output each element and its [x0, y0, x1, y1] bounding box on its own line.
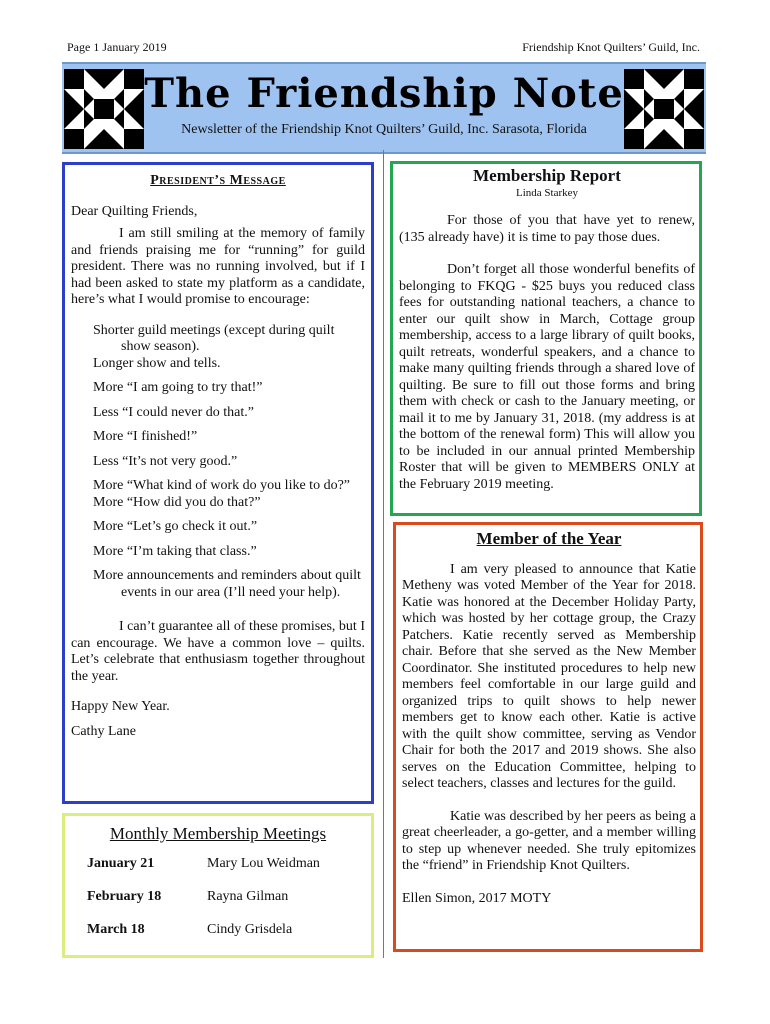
membership-report-title: Membership Report	[473, 166, 621, 185]
list-item: More “I’m taking that class.”	[93, 543, 257, 559]
monthly-meetings	[62, 813, 374, 958]
list-item: Less “I could never do that.”	[93, 404, 254, 420]
report-paragraph-1: For those of you that have yet to renew, (135 already have) it is time to pay those dues.	[399, 213, 695, 245]
list-item: More announcements and reminders about quilt events in our area (I’ll need your help).	[93, 568, 361, 600]
promise-list	[93, 323, 365, 602]
newsletter-banner	[62, 62, 706, 154]
newsletter-subtitle: Newsletter of the Friendship Knot Quilters’ Guild, Inc. Sarasota, Florida	[181, 122, 587, 137]
intro-paragraph: I am still smiling at the memory of family and friends praising me for “running” for guild president. There was no running involved, but if I had been asked to state my platform as a candidate, here’s what I would promise to encourage:	[71, 226, 365, 307]
meeting-date: March 18	[87, 922, 145, 937]
table-row	[77, 922, 359, 938]
moty-paragraph-2: Katie was described by her peers as being a great cheerleader, a go-getter, and a member willing to step up whenever needed. She truly epitomizes the “friend” in Friendship Knot Quilters.	[402, 808, 696, 873]
list-item: More “What kind of work do you like to do?”	[93, 478, 350, 493]
org-label: Friendship Knot Quilters’ Guild, Inc.	[522, 40, 700, 54]
greeting: Dear Quilting Friends,	[71, 203, 198, 219]
member-of-the-year	[393, 522, 703, 952]
list-item: More “I finished!”	[93, 429, 198, 444]
table-row	[77, 856, 359, 872]
list-item: More “Let’s go check it out.”	[93, 519, 258, 534]
report-paragraph-2: Don’t forget all those wonderful benefits of belonging to FKQG - $25 buys you reduced class fees for outstanding national teachers, a chance to enter our quilt show in March, Cottage group membership, access to a large library of quilt books, quilt retreats, wonderful speakers, and a chance to make many quilting friends through a shared love of quilting. Be sure to fill out those forms and bring them with check or cash to the January meeting, or mail it to me by January 31, 2018. (my address is at the bottom of the renewal form) This will allow you to be included in our annual printed Membership Roster that will be given to MEMBERS ONLY at the February 2019 meeting.	[399, 262, 695, 492]
column-divider	[383, 150, 384, 958]
meetings-title: Monthly Membership Meetings	[109, 824, 327, 843]
presidents-message-title: President’s Message	[150, 173, 286, 188]
moty-signature: Ellen Simon, 2017 MOTY	[402, 890, 552, 906]
moty-paragraph-1: I am very pleased to announce that Katie Metheny was voted Member of the Year for 2018. Katie was honored at the December Holiday Party, which was hosted by her cottage group, the Crazy Patchers. Katie recently served as Membership chair. Before that she served as the New Member Coordinator. She instituted procedures to help new members feel comfortable in our large guild and organized trips to quilt shows to help newer members get to know each other. Katie is active with the quilt show committee, serving as Vendor Chair for both the 2017 and 2019 shows. She also serves on the Education Committee, helping to select teachers, classes and lectures for the guild.	[402, 561, 696, 791]
signature: Cathy Lane	[71, 723, 136, 739]
meeting-date: February 18	[87, 889, 162, 904]
list-item: Longer show and tells.	[93, 355, 221, 371]
closing-paragraph: I can’t guarantee all of these promises, but I can encourage. We have a common love – quilts. Let’s celebrate that enthusiasm together throughout the year.	[71, 619, 365, 684]
meeting-speaker: Rayna Gilman	[207, 889, 289, 904]
list-item: More “How did you do that?”	[93, 494, 261, 510]
presidents-message	[62, 162, 374, 804]
list-item: Less “It’s not very good.”	[93, 453, 238, 469]
meeting-speaker: Cindy Grisdela	[207, 922, 293, 937]
list-item: Shorter guild meetings (except during quilt show season).	[93, 322, 335, 354]
signoff: Happy New Year.	[71, 699, 170, 714]
meeting-speaker: Mary Lou Weidman	[207, 856, 320, 871]
page-label: Page 1 January 2019	[67, 40, 167, 54]
newsletter-title: The Friendship Note	[144, 70, 624, 117]
quilt-block-right-icon	[624, 69, 704, 149]
meeting-date: January 21	[87, 856, 155, 871]
membership-report	[390, 161, 702, 516]
list-item: More “I am going to try that!”	[93, 380, 263, 395]
moty-title: Member of the Year	[476, 529, 622, 548]
author-byline: Linda Starkey	[515, 186, 578, 199]
table-row	[77, 889, 359, 905]
